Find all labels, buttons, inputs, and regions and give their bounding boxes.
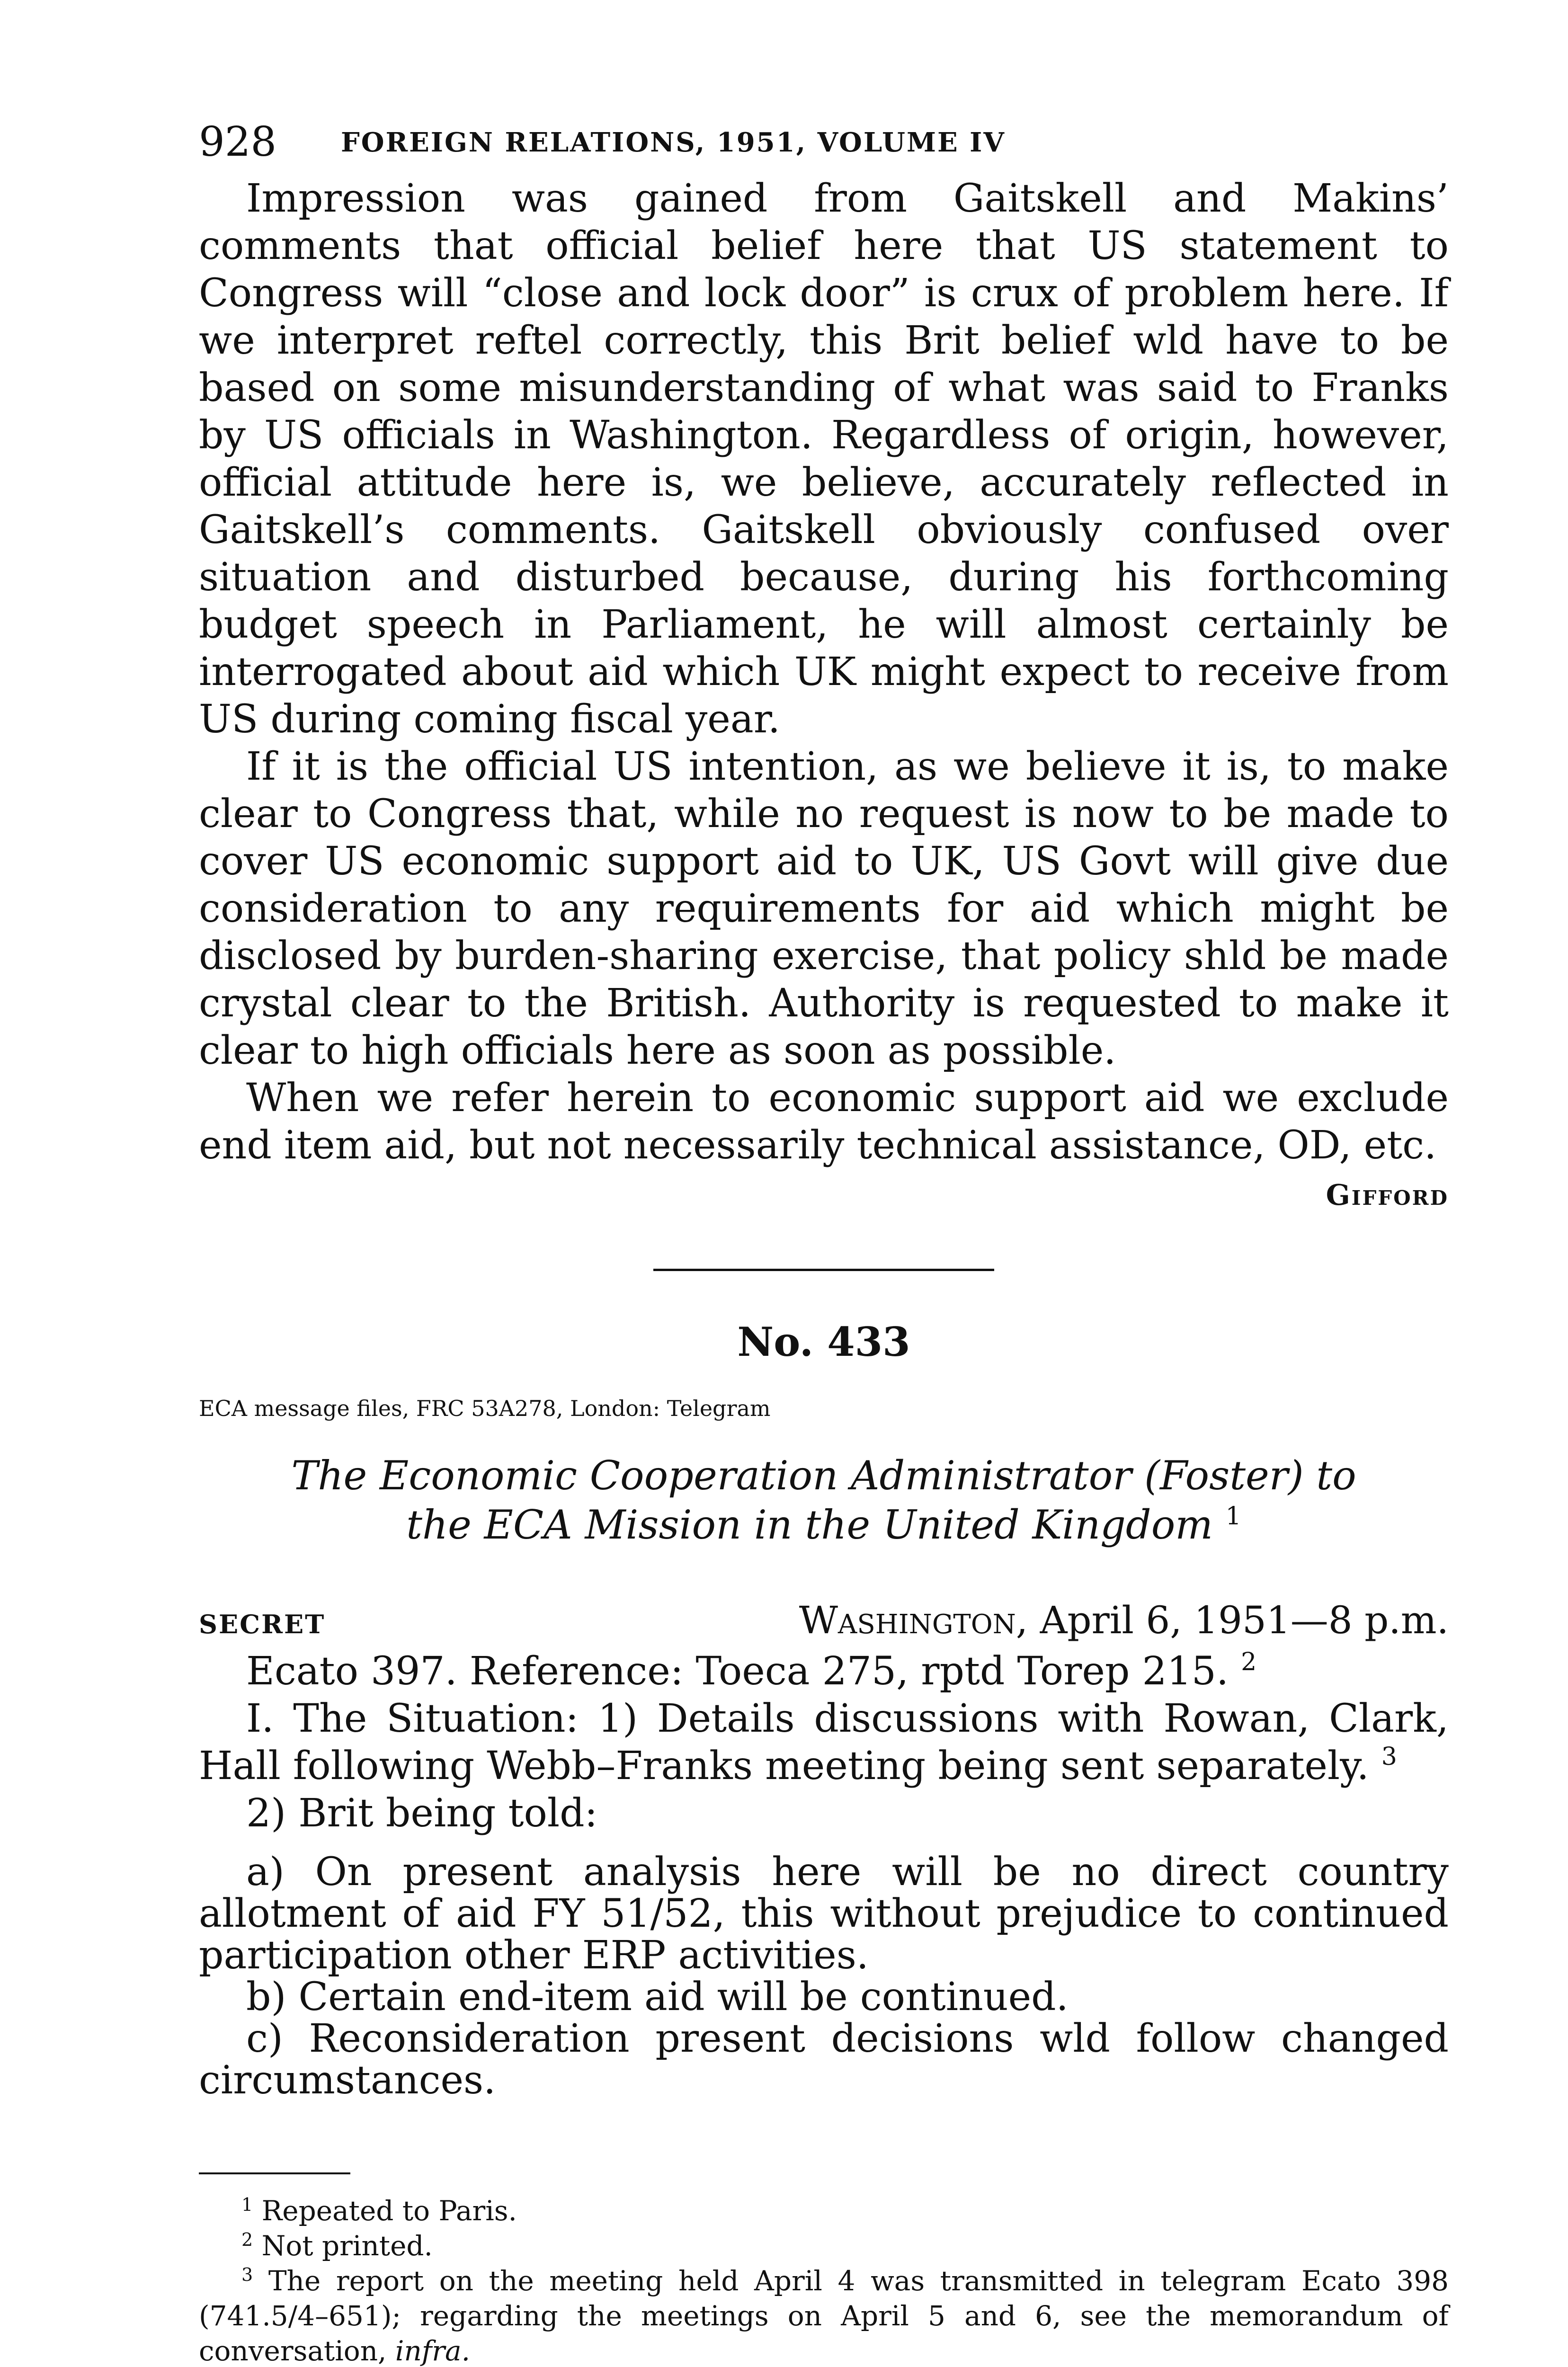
paragraph: When we refer herein to economic support aid we exclude end item aid, but not necessarily technical assistance, OD, etc.	[199, 1076, 1449, 1168]
paragraph	[199, 1648, 1449, 1695]
footnote-ref[interactable]: 3	[1381, 1743, 1397, 1771]
footnote-divider	[199, 2172, 350, 2174]
footnote-text: Not printed.	[261, 2230, 433, 2262]
message-reference: Ecato 397. Reference: Toeca 275, rptd Torep 215.	[246, 1649, 1229, 1694]
date: April 6, 1951—8 p.m.	[1040, 1598, 1449, 1642]
list-item: c) Reconsideration present decisions wld follow changed circumstances.	[199, 2016, 1449, 2103]
footnote	[199, 2228, 1449, 2263]
page	[199, 118, 1449, 2367]
footnote-mark: 1	[241, 2194, 253, 2215]
place: Washington,	[799, 1598, 1028, 1642]
signature: Gifford	[1326, 1179, 1449, 1212]
footnote	[199, 2263, 1449, 2367]
document-title-text: The Economic Cooperation Administrator (Foster) to the ECA Mission in the United Kingdom	[291, 1452, 1356, 1548]
list-item: a) On present analysis here will be no direct country allotment of aid FY 51/52, this without prejudice to continued participation other ERP activities.	[199, 1850, 1449, 1978]
footnote-text: The report on the meeting held April 4 was transmitted in telegram Ecato 398 (741.5/4–651); regarding the meetings on April 5 and 6, see the memorandum of conversation,	[199, 2265, 1449, 2367]
list-item: b) Certain end-item aid will be continued.	[246, 1975, 1069, 2020]
footnote	[199, 2193, 1449, 2228]
dateline	[199, 1597, 1449, 1648]
footnote-mark: 2	[241, 2229, 253, 2250]
section-divider	[653, 1269, 994, 1271]
page-number: 928	[199, 118, 277, 166]
footnotes	[199, 2193, 1449, 2367]
document-title	[199, 1451, 1449, 1549]
classification: SECRET	[199, 1609, 326, 1639]
document-number: No. 433	[737, 1318, 910, 1365]
running-title: FOREIGN RELATIONS, 1951, VOLUME IV	[341, 127, 1006, 158]
footnote-italic: infra.	[395, 2335, 471, 2367]
paragraph	[199, 1695, 1449, 1790]
source-note: ECA message files, FRC 53A278, London: Telegram	[199, 1396, 771, 1421]
situation-text: I. The Situation: 1) Details discussions with Rowan, Clark, Hall following Webb–Franks meeting being sent separately.	[199, 1696, 1449, 1789]
paragraph: 2) Brit being told:	[246, 1791, 598, 1836]
paragraph: Impression was gained from Gaitskell and Makins’ comments that official belief here that US statement to Congress will “close and lock door” is crux of problem here. If we interpret reftel correctly, this Brit belief wld have to be based on some misunderstanding of what was said to Franks by US officials in Washington. Regardless of origin, however, official attitude here is, we believe, accurately reflected in Gaitskell’s comments. Gaitskell obviously confused over situation and disturbed because, during his forthcoming budget speech in Parliament, he will almost certainly be interrogated about aid which UK might expect to receive from US during coming fiscal year.	[199, 176, 1449, 742]
footnote-text: Repeated to Paris.	[261, 2195, 517, 2227]
footnote-ref[interactable]: 1	[1225, 1502, 1241, 1531]
paragraph: If it is the official US intention, as we believe it is, to make clear to Congress that, while no request is now to be made to cover US economic support aid to UK, US Govt will give due consideration to any requirements for aid which might be disclosed by burden-sharing exercise, that policy shld be made crystal clear to the British. Authority is requested to make it clear to high officials here as soon as possible.	[199, 744, 1449, 1073]
footnote-mark: 3	[241, 2264, 253, 2285]
footnote-ref[interactable]: 2	[1241, 1648, 1257, 1676]
place-date	[799, 1597, 1449, 1644]
running-head	[199, 118, 1449, 175]
